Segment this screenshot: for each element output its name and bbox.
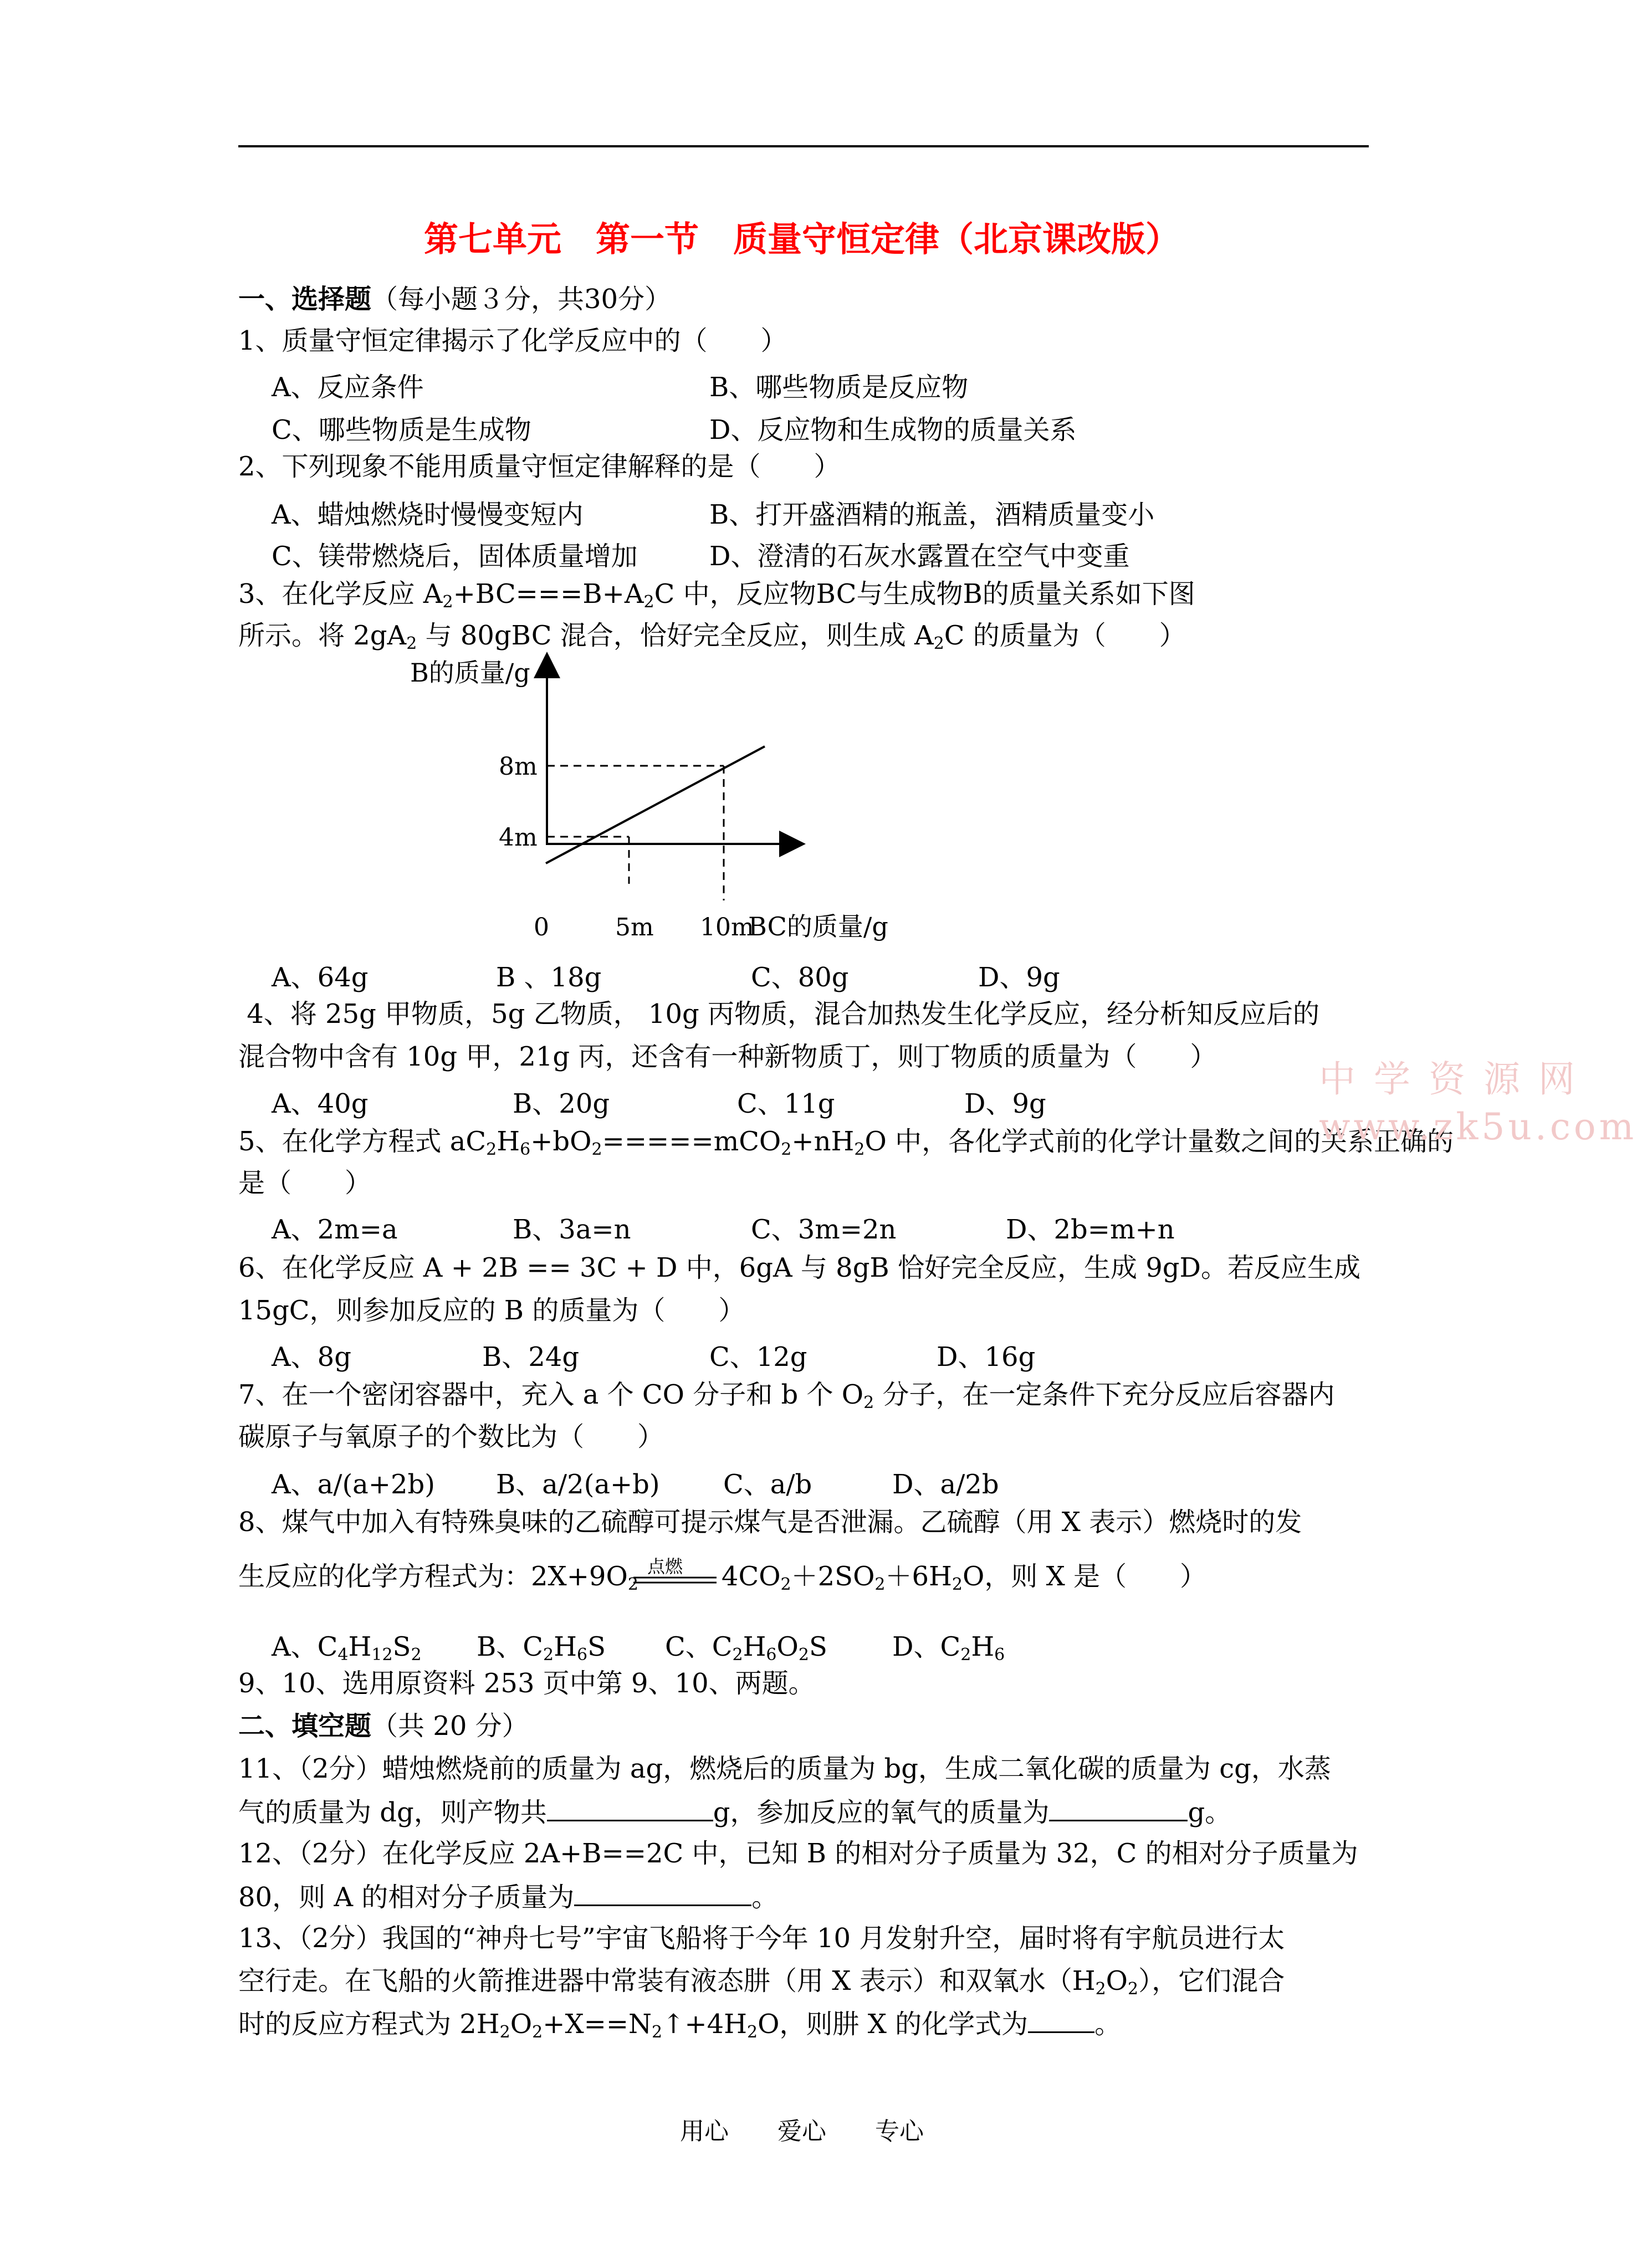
q4-option-c: C、11g bbox=[737, 1088, 835, 1119]
section1-note: （每小题３分，共30分） bbox=[371, 284, 672, 315]
q7-option-a: A、a/(a+2b) bbox=[272, 1469, 436, 1500]
q8-option-d: D、$C_2H_6$ bbox=[892, 1631, 1005, 1665]
q3-option-b: B 、18g bbox=[496, 962, 602, 993]
q7-option-c: C、a/b bbox=[723, 1469, 812, 1500]
q8-option-a: A、$C_4H_{12}S_2$ bbox=[272, 1631, 422, 1665]
chart-x-tick-label: 0 bbox=[534, 913, 549, 941]
q5-line2: 是（ ） bbox=[238, 1168, 372, 1199]
section2-note: （共 20 分） bbox=[371, 1711, 529, 1742]
q1-option-d: D、反应物和生成物的质量关系 bbox=[709, 414, 1077, 446]
q7-line2: 碳原子与氧原子的个数比为（ ） bbox=[238, 1421, 664, 1452]
q12-line1: 12、（2分）在化学反应 2A+B==2C 中，已知 B 的相对分子质量为 32，C 的相对分子质量为 bbox=[238, 1838, 1358, 1869]
q5-option-b: B、3a=n bbox=[513, 1214, 631, 1245]
q12-blank-answer[interactable] bbox=[574, 1880, 751, 1906]
q3-mass-chart bbox=[388, 654, 942, 953]
q5-option-d: D、2b=m+n bbox=[1006, 1214, 1175, 1245]
q2-option-a: A、蜡烛燃烧时慢慢变短内 bbox=[272, 499, 584, 530]
q13-blank-formula[interactable] bbox=[1028, 2007, 1094, 2033]
q6-line2: 15gC，则参加反应的 B 的质量为（ ） bbox=[238, 1295, 745, 1326]
q7-line1: 7、在一个密闭容器中，充入 a 个 CO 分子和 b 个 $O_2$ 分子，在一定条件下充分反应后容器内 bbox=[238, 1379, 1335, 1412]
section1-title: 一、选择题 bbox=[238, 284, 372, 315]
q2-option-c: C、镁带燃烧后，固体质量增加 bbox=[272, 541, 638, 572]
q13-line2: 空行走。在飞船的火箭推进器中常装有液态肼（用 X 表示）和双氧水$(H_2O_2)$，它们混合 bbox=[238, 1965, 1285, 1999]
q4-option-a: A、40g bbox=[272, 1088, 369, 1119]
q5-line1: 5、在化学方程式 $aC_2H_6+bO_2=====mCO_2+nH_2O$ 中，各化学式前的化学计量数之间的关系正确的 bbox=[238, 1126, 1454, 1159]
q6-option-d: D、16g bbox=[937, 1342, 1036, 1373]
q3-option-a: A、64g bbox=[272, 962, 369, 993]
watermark-url: www.zk5u.com bbox=[1319, 1105, 1637, 1148]
chart-x-tick-label: 10m bbox=[700, 913, 754, 941]
q3-stem-line1: 3、在化学反应 $A_2+BC===B+A_2C$ 中，反应物BC与生成物B的质量关系如下图 bbox=[238, 578, 1195, 612]
q1-stem: 1、质量守恒定律揭示了化学反应中的（ ） bbox=[238, 325, 787, 356]
section1-heading bbox=[238, 283, 671, 316]
q2-stem: 2、下列现象不能用质量守恒定律解释的是（ ） bbox=[238, 451, 841, 482]
q11-line1: 11、（2分）蜡烛燃烧前的质量为 ag，燃烧后的质量为 bg，生成二氧化碳的质量为 cg，水蒸 bbox=[238, 1753, 1331, 1784]
chart-y-axis-label: B的质量/g bbox=[410, 658, 530, 688]
watermark bbox=[1319, 1056, 1637, 1151]
watermark-cn: 中 学 资 源 网 bbox=[1319, 1058, 1578, 1100]
q6-option-c: C、12g bbox=[709, 1342, 807, 1373]
q13-line3: 时的反应方程式为 $2H_2O_2+X==N_2↑+4H_2O$，则肼 X 的化学式为 。 bbox=[238, 2007, 1121, 2049]
chart-y-tick-label: 8m bbox=[499, 752, 538, 781]
q3-option-c: C、80g bbox=[751, 962, 849, 993]
q2-option-d: D、澄清的石灰水露置在空气中变重 bbox=[709, 541, 1130, 572]
q4-option-d: D、9g bbox=[964, 1088, 1046, 1119]
q4-option-b: B、20g bbox=[513, 1088, 610, 1119]
q8-reaction-condition: 点燃 bbox=[647, 1556, 683, 1577]
chart-x-axis-label: BC的质量/g bbox=[748, 912, 888, 941]
q8-option-b: B、$C_2H_6S$ bbox=[477, 1631, 606, 1665]
q8-option-c: C、$C_2H_6O_2S$ bbox=[665, 1631, 827, 1665]
page-footer: 用心 爱心 专心 bbox=[680, 2117, 924, 2146]
header-rule bbox=[238, 145, 1369, 147]
chart-series-line bbox=[546, 746, 765, 863]
q13-line1: 13、（2分）我国的“神舟七号”宇宙飞船将于今年 10 月发射升空，届时将有宇航员进行太 bbox=[238, 1923, 1285, 1954]
q1-option-b: B、哪些物质是反应物 bbox=[709, 372, 969, 403]
q4-line2: 混合物中含有 10g 甲，21g 丙，还含有一种新物质丁，则丁物质的质量为（ ） bbox=[238, 1041, 1217, 1072]
q6-option-b: B、24g bbox=[482, 1342, 580, 1373]
q12-line2: 80，则 A 的相对分子质量为 。 bbox=[238, 1880, 778, 1914]
q4-line1: 4、将 25g 甲物质，5g 乙物质， 10g 丙物质，混合加热发生化学反应，经分析知反应后的 bbox=[238, 999, 1319, 1030]
q7-option-b: B、a/2(a+b) bbox=[496, 1469, 660, 1500]
q6-option-a: A、8g bbox=[272, 1342, 351, 1373]
q3-stem-line2: 所示。将 $2gA_2$ 与 80gBC 混合，恰好完全反应，则生成 $A_2C$ 的质量为（ ） bbox=[238, 620, 1186, 653]
page-title: 第七单元 第一节 质量守恒定律（北京课改版） bbox=[423, 219, 1180, 259]
q11-blank-oxygen[interactable] bbox=[1049, 1795, 1188, 1821]
q11-blank-products[interactable] bbox=[547, 1795, 713, 1821]
q1-option-a: A、反应条件 bbox=[272, 372, 424, 403]
q1-option-c: C、哪些物质是生成物 bbox=[272, 414, 531, 446]
section2-title: 二、填空题 bbox=[238, 1711, 372, 1742]
q7-option-d: D、a/2b bbox=[892, 1469, 999, 1500]
q6-line1: 6、在化学反应 A + 2B == 3C + D 中，6gA 与 8gB 恰好完全反应，生成 9gD。若反应生成 bbox=[238, 1252, 1360, 1283]
q2-option-b: B、打开盛酒精的瓶盖，酒精质量变小 bbox=[709, 499, 1155, 530]
q8-line2: 生反应的化学方程式为：$2X+9O_2$ $4CO_2+2SO_2+6H_2O$，则 X 是（ ） bbox=[238, 1561, 1207, 1594]
q9-10-note: 9、10、选用原资料 253 页中第 9、10、两题。 bbox=[238, 1668, 815, 1699]
q11-line2: 气的质量为 dg，则产物共 g，参加反应的氧气的质量为 g。 bbox=[238, 1795, 1231, 1829]
chart-x-tick-label: 5m bbox=[615, 913, 654, 941]
q5-option-a: A、2m=a bbox=[272, 1214, 398, 1245]
q5-option-c: C、3m=2n bbox=[751, 1214, 897, 1245]
section2-heading bbox=[238, 1709, 529, 1743]
chart-y-tick-label: 4m bbox=[499, 823, 538, 852]
q3-option-d: D、9g bbox=[978, 962, 1060, 993]
q8-line1: 8、煤气中加入有特殊臭味的乙硫醇可提示煤气是否泄漏。乙硫醇（用 X 表示）燃烧时的发 bbox=[238, 1507, 1302, 1538]
